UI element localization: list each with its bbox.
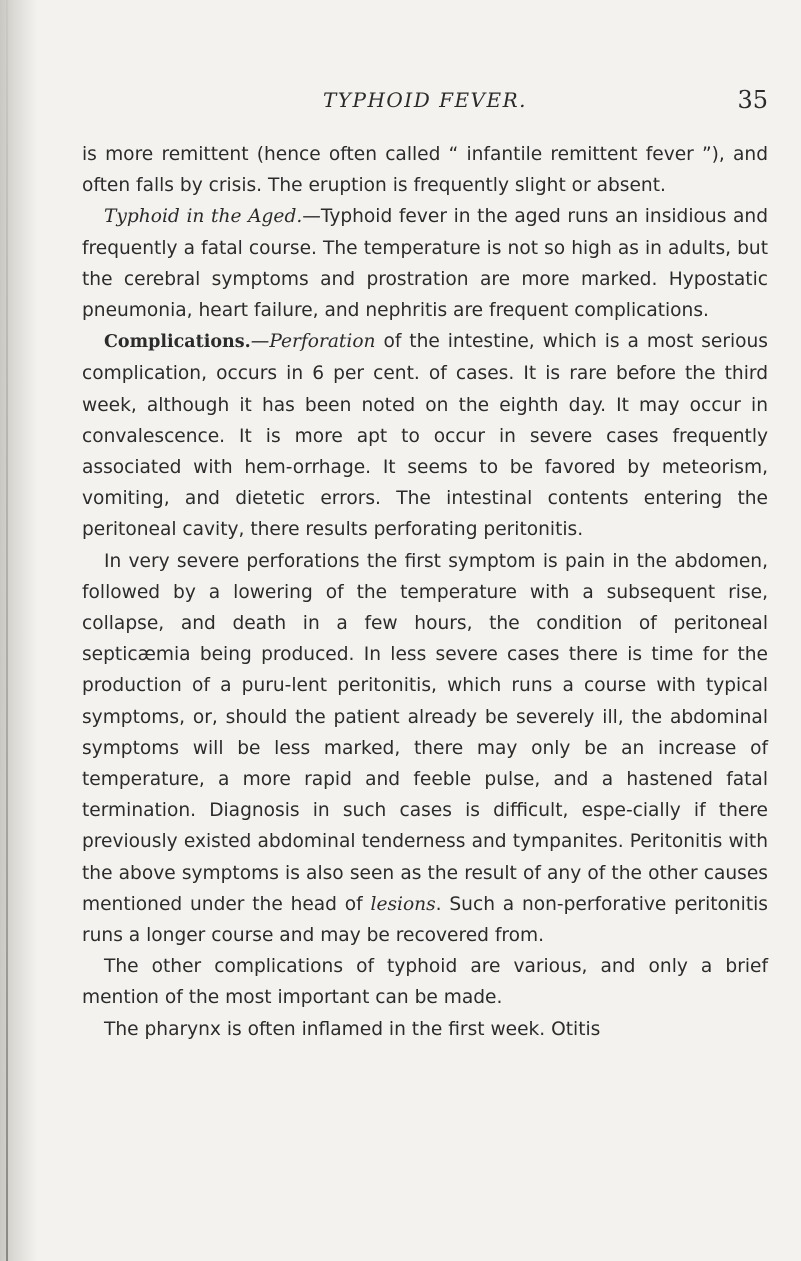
term-perforation: Perforation [269,331,376,353]
paragraph-pharynx: The pharynx is often inflamed in the first week. Otitis [104,1018,601,1040]
term-lesions: lesions [370,893,436,915]
paragraph-1: is more remittent (hence often called “ infantile remittent fever ”), and often falls by crisis. The eruption is frequently slight or absent. [82,144,768,197]
paragraph-typhoid-aged: Typhoid in the Aged.—Typhoid fever in the aged runs an insidious and frequently a fatal course. The temperature is not so high as in adults, but the cerebral symptoms and prostration are more marked. Hypostatic pneumonia, heart failure, and nephritis are frequent complications. [82,206,768,322]
page-header [82,86,768,116]
paragraph-severe-perforations: In very severe perforations the first symptom is pain in the abdomen, followed by a lowering of the temperature with a subsequent rise, collapse, and death in a few hours, the condition of peritoneal septicæmia being produced. In less severe cases there is time for the production of a puru-lent peritonitis, which runs a course with typical symptoms, or, should the patient already be severely ill, the abdominal symptoms will be less marked, there may only be an increase of temperature, a more rapid and feeble pulse, and a hastened fatal termination. Diagnosis in such cases is difficult, espe-cially if there previously existed abdominal tenderness and tympanites. Peritonitis with the above symptoms is also seen as the result of any of the other causes mentioned under the head of lesions. Such a non-perforative peritonitis runs a longer course and may be recovered from. [82,550,768,947]
paragraph-other-complications: The other complications of typhoid are various, and only a brief mention of the most important can be made. [82,956,768,1009]
heading-typhoid-aged: Typhoid in the Aged. [104,206,303,228]
paragraph-complications: Complications.—Perforation of the intestine, which is a most serious complication, occurs in 6 per cent. of cases. It is rare before the third week, although it has been noted on the eighth day. It may occur in convalescence. It is more apt to occur in severe cases frequently associated with hem-orrhage. It seems to be favored by meteorism, vomiting, and dietetic errors. The intestinal contents entering the peritoneal cavity, there results perforating peritonitis. [82,331,768,541]
running-title: TYPHOID FEVER. [322,88,528,112]
page-number: 35 [737,86,768,114]
binding-edge [6,0,8,1261]
body-text [82,139,768,1045]
heading-complications: Complications. [104,332,251,353]
